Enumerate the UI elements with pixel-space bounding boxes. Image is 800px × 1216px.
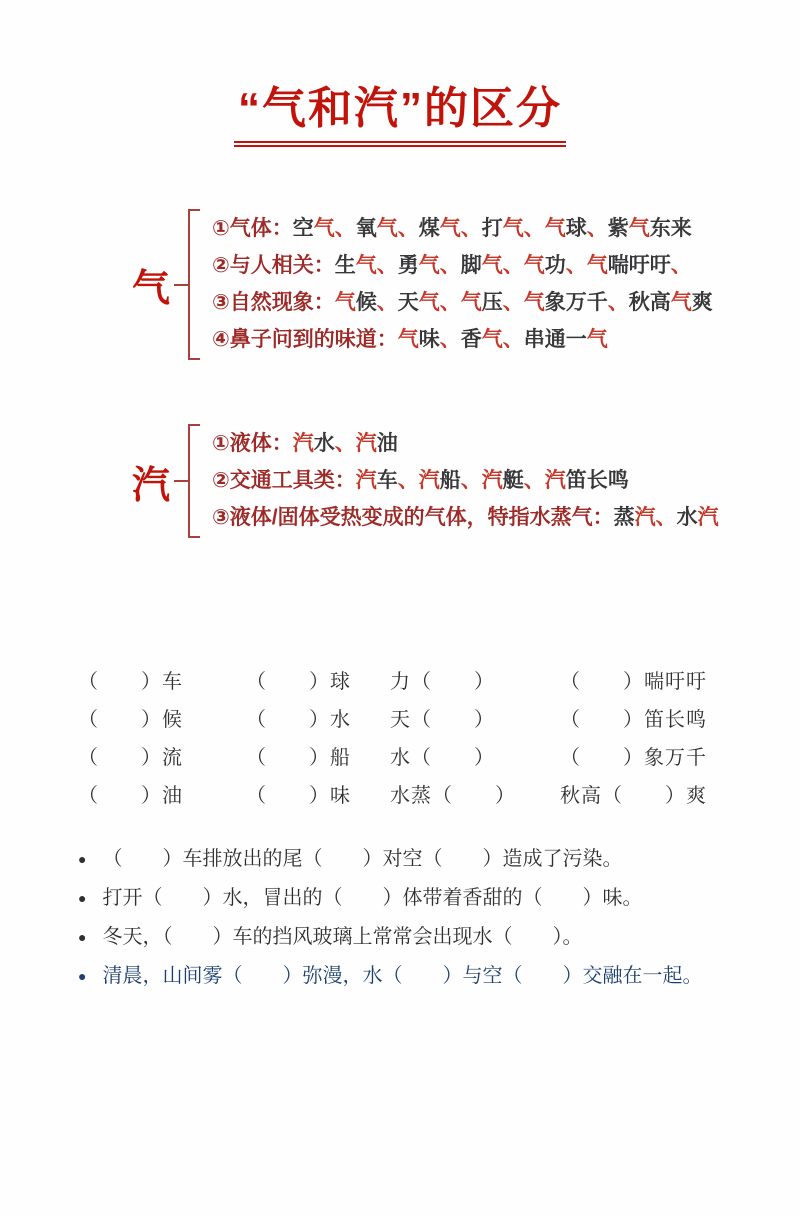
grid-row [78,660,800,698]
sentence-item [78,885,800,911]
vocab-line: ②与人相关：生气、勇气、脚气、气功、气喘吁吁、 [212,254,692,277]
blank-word-cell: （ ）象万千 [560,746,707,769]
vocab-line: ③液体/固体受热变成的气体，特指水蒸气：蒸汽、水汽 [212,506,719,529]
vocab-line: ①气体：空气、氧气、煤气、打气、气球、紫气东来 [212,217,692,240]
blank-word-cell: 秋高（ ）爽 [560,784,707,807]
blank-word-cell: （ ）喘吁吁 [560,670,707,693]
blank-word-cell: （ ）候 [78,708,183,731]
blank-word-cell: （ ）船 [246,746,351,769]
bracket-shape [188,424,202,538]
bracket-shape [188,209,202,360]
blank-word-cell: 水（ ） [390,746,495,769]
worksheet-page [0,84,800,1216]
section-label: 汽 [131,464,170,507]
vocab-line: ②交通工具类：汽车、汽船、汽艇、汽笛长鸣 [212,469,629,492]
bracket-mid-tick [174,284,188,286]
vocab-line: ④鼻子问到的味道：气味、香气、串通一气 [212,328,608,351]
word-grid [0,660,800,812]
vocab-line: ③自然现象：气候、天气、气压、气象万千、秋高气爽 [212,291,713,314]
sentence-text: 打开（ ）水，冒出的（ ）体带着香甜的（ ）味。 [102,887,643,909]
blank-word-cell: 水蒸（ ） [390,784,516,807]
blank-word-cell: （ ）水 [246,708,351,731]
sentence-item [78,846,800,872]
bracket-mid-tick [174,480,188,482]
bullet-icon: ● [78,968,87,984]
bullet-icon: ● [78,851,87,867]
sentence-item [78,963,800,989]
page-title: “气和汽”的区分 [234,84,566,147]
section-qi-steam [128,420,800,542]
grid-row [78,774,800,812]
vocab-line: ①液体：汽水、汽油 [212,432,398,455]
sentence-list [0,846,800,989]
sentence-text: 冬天，（ ）车的挡风玻璃上常常会出现水（ ）。 [102,926,583,948]
grid-row [78,736,800,774]
bullet-icon: ● [78,929,87,945]
blank-word-cell: 天（ ） [390,708,495,731]
sentence-text: （ ）车排放出的尾（ ）对空（ ）造成了污染。 [102,848,623,870]
blank-word-cell: （ ）球 [246,670,351,693]
blank-word-cell: （ ）味 [246,784,351,807]
blank-word-cell: （ ）笛长鸣 [560,708,707,731]
blank-word-cell: （ ）车 [78,670,183,693]
grid-row [78,698,800,736]
blank-word-cell: （ ）流 [78,746,183,769]
sentence-item [78,924,800,950]
sentence-text: 清晨，山间雾（ ）弥漫，水（ ）与空（ ）交融在一起。 [102,965,703,987]
blank-word-cell: 力（ ） [390,670,495,693]
section-label: 气 [131,268,170,310]
bullet-icon: ● [78,890,87,906]
section-lines [202,205,713,364]
title-wrap [0,84,800,147]
section-qi-air [128,205,800,364]
section-lines [202,420,719,542]
blank-word-cell: （ ）油 [78,784,183,807]
